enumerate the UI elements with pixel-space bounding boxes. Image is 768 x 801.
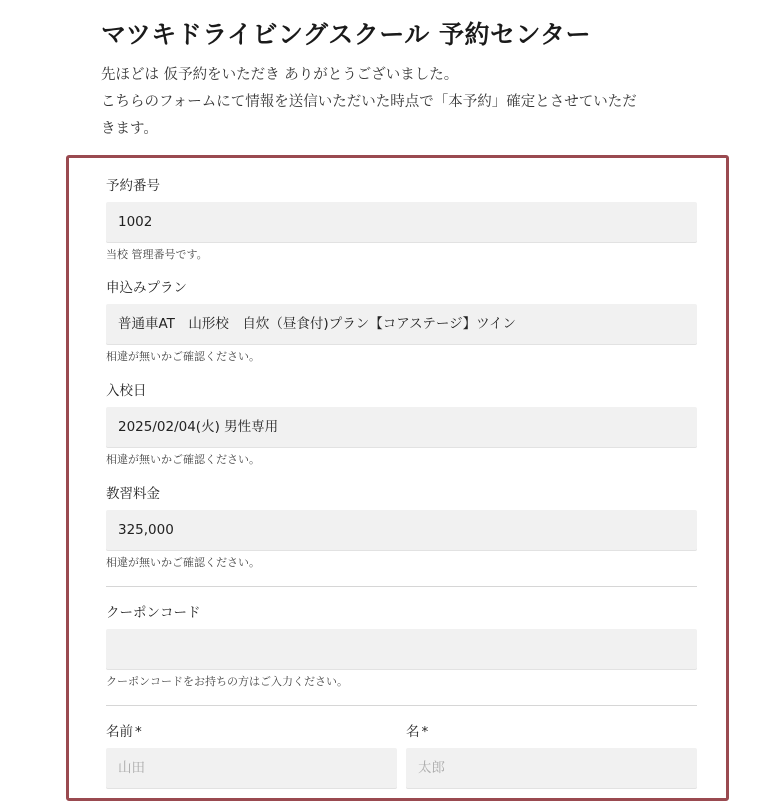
reservation-number-label: 予約番号 [106, 178, 160, 194]
coupon-input[interactable] [106, 629, 697, 669]
reservation-number-hint: 当校 管理番号です。 [106, 248, 208, 261]
tuition-hint: 相違が無いかご確認ください。 [106, 556, 260, 569]
entry-date-field [106, 382, 697, 467]
intro-line-3: きます。 [101, 121, 158, 137]
required-mark: * [421, 724, 429, 740]
first-name-input[interactable]: 太郎 [406, 748, 697, 788]
entry-date-input[interactable]: 2025/02/04(火) 男性専用 [106, 407, 697, 447]
coupon-field [106, 604, 697, 689]
last-name-label-text: 名前 [106, 724, 133, 740]
plan-input[interactable]: 普通車AT 山形校 自炊（昼食付)プラン【コアステージ】ツイン [106, 304, 697, 344]
reservation-number-input[interactable]: 1002 [106, 202, 697, 242]
entry-date-hint: 相違が無いかご確認ください。 [106, 453, 260, 466]
plan-label: 申込みプラン [106, 280, 187, 296]
tuition-label: 教習料金 [106, 486, 160, 502]
first-name-label-text: 名 [406, 724, 420, 740]
reservation-number-field [106, 177, 697, 262]
intro-text [101, 62, 701, 143]
tuition-input[interactable]: 325,000 [106, 510, 697, 550]
page-title: マツキドライビングスクール 予約センター [101, 20, 591, 49]
divider [106, 586, 697, 587]
coupon-hint: クーポンコードをお持ちの方はご入力ください。 [106, 675, 348, 688]
first-name-field [406, 723, 697, 788]
reservation-form [66, 155, 729, 801]
page-header [101, 18, 701, 143]
last-name-label [106, 723, 397, 741]
intro-line-1: 先ほどは 仮予約をいただき ありがとうございました。 [101, 67, 459, 83]
intro-line-2: こちらのフォームにて情報を送信いただいた時点で「本予約」確定とさせていただ [101, 94, 637, 110]
tuition-field [106, 485, 697, 570]
divider [106, 705, 697, 706]
first-name-label [406, 723, 697, 741]
required-mark: * [135, 724, 142, 740]
entry-date-label: 入校日 [106, 383, 147, 399]
plan-field [106, 279, 697, 364]
coupon-label: クーポンコード [106, 605, 201, 621]
plan-hint: 相違が無いかご確認ください。 [106, 350, 260, 363]
last-name-input[interactable]: 山田 [106, 748, 397, 788]
last-name-field [106, 723, 397, 788]
